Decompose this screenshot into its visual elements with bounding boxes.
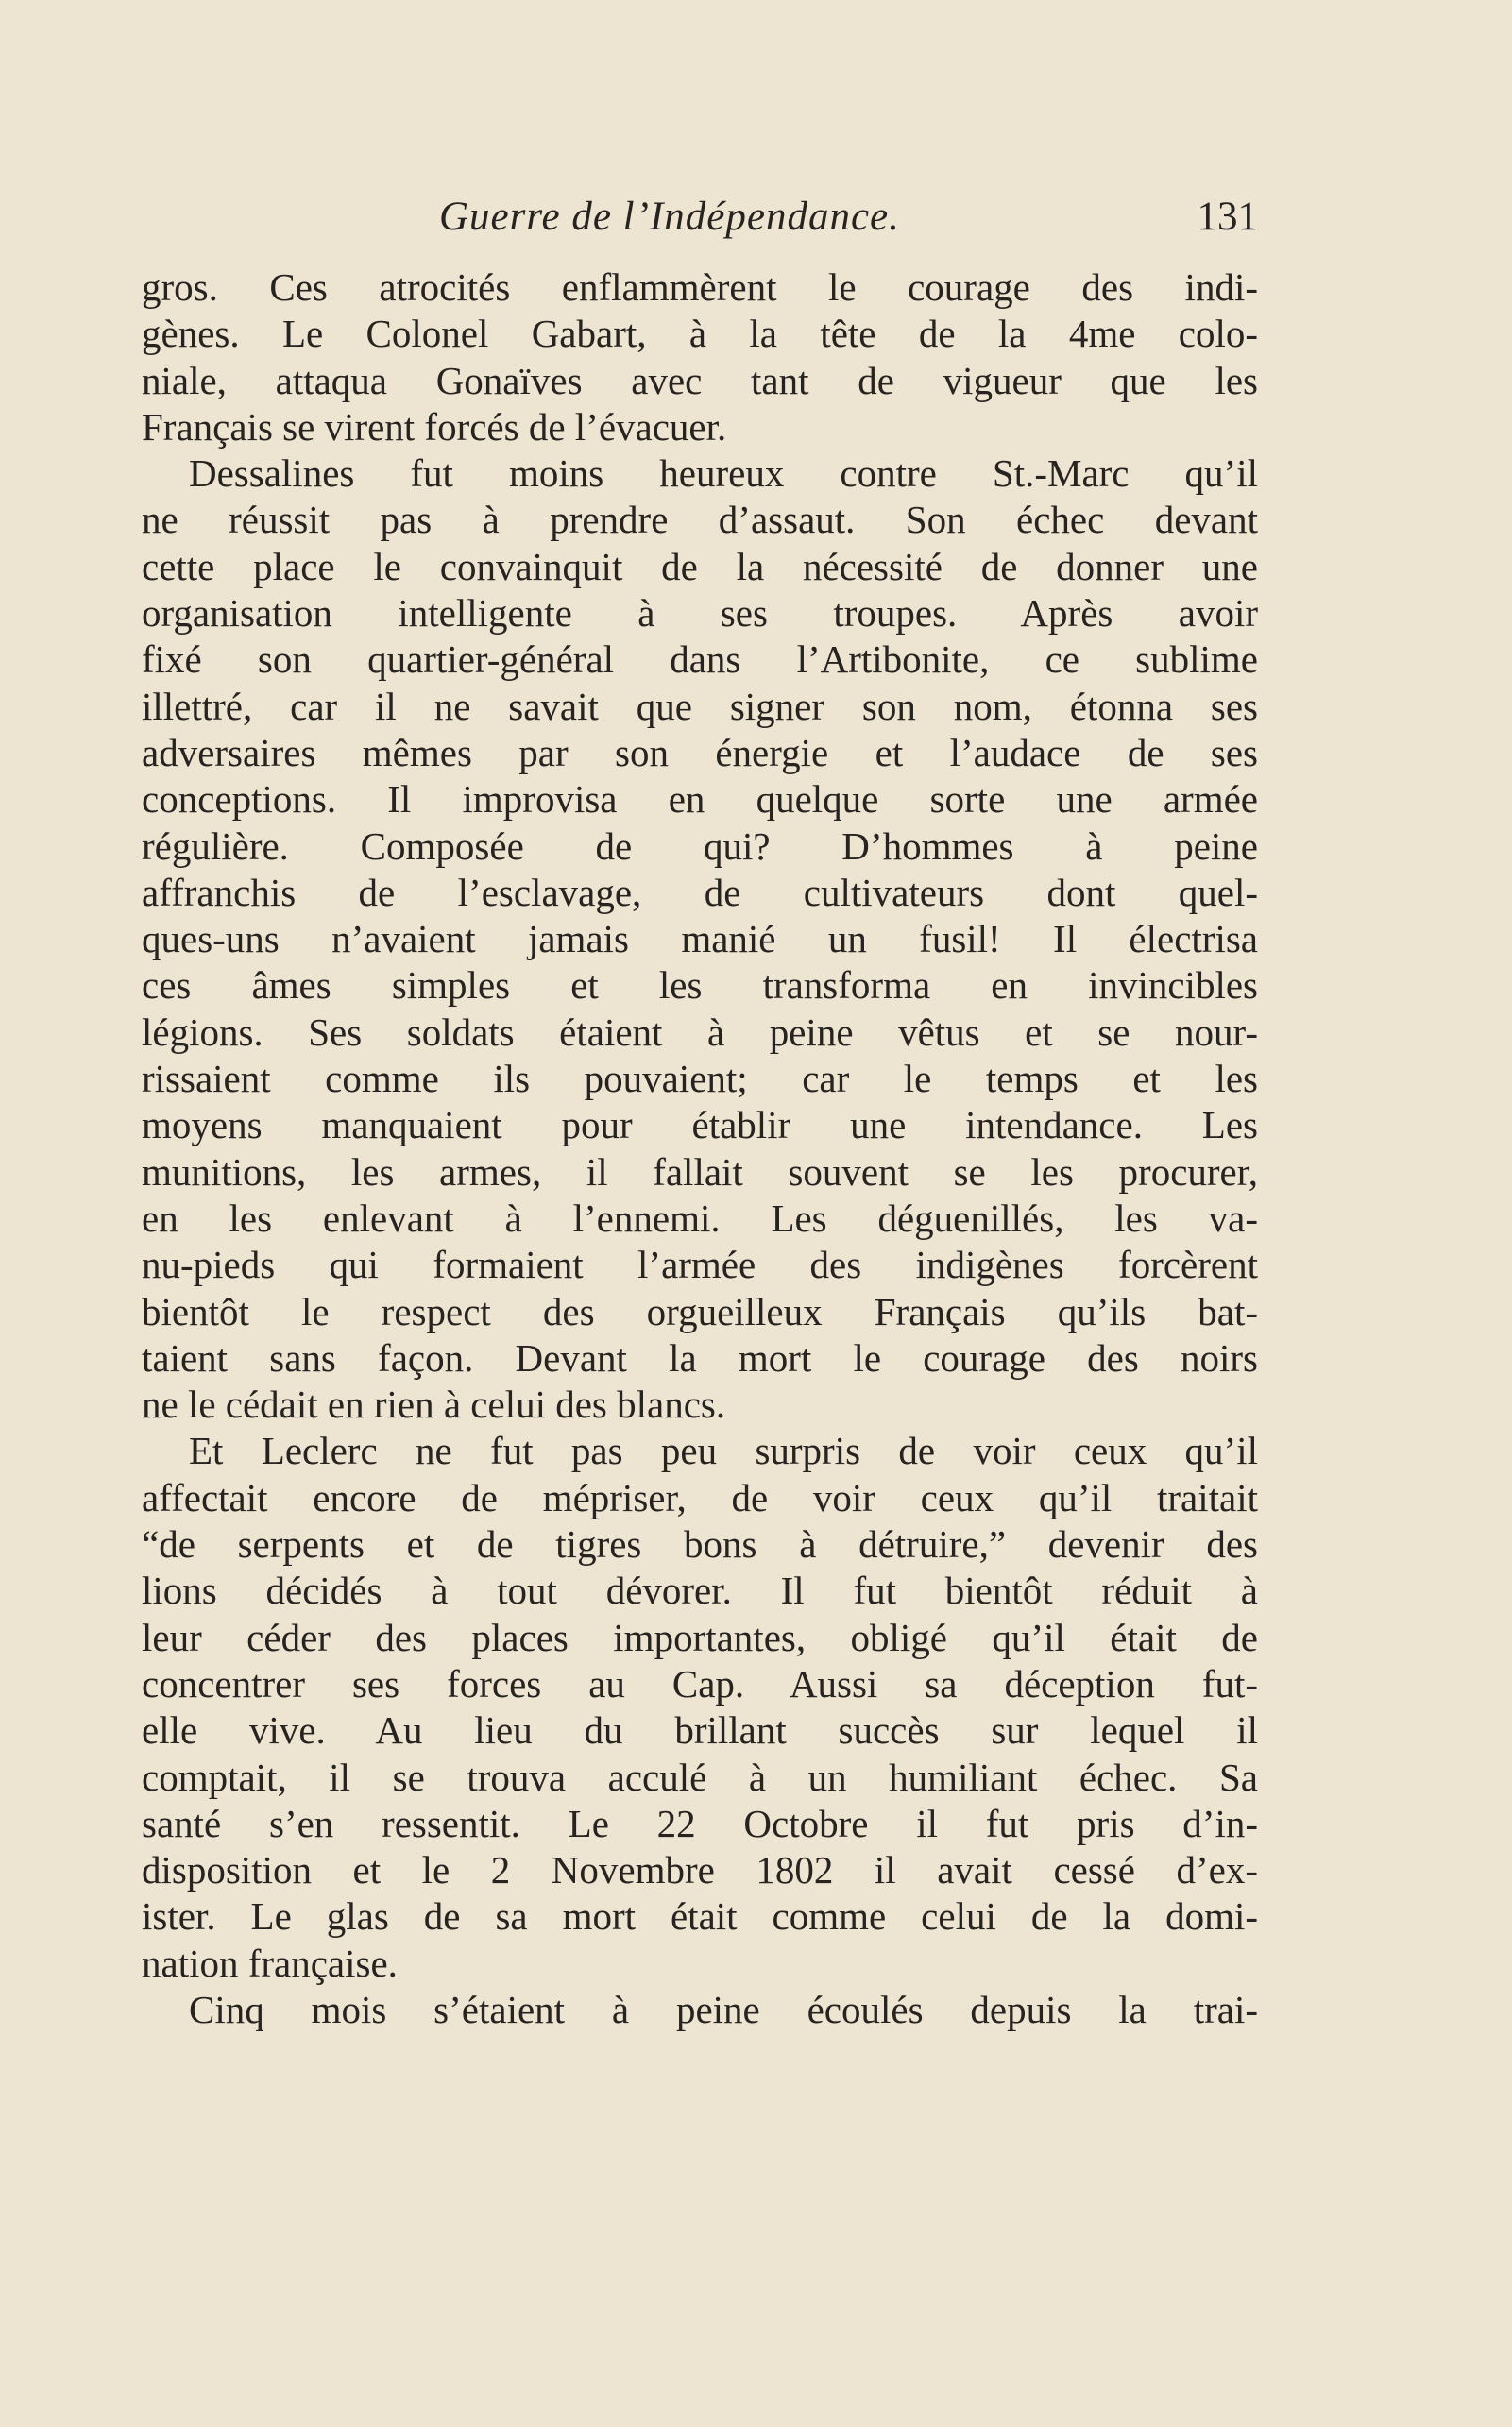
text-line: conceptions. Il improvisa en quelque sorte une armée: [142, 777, 1258, 822]
text-line: Cinq mois s’étaient à peine écoulés depuis la trai-: [189, 1987, 1258, 2031]
text-line: Dessalines fut moins heureux contre St.-Marc qu’il: [189, 451, 1258, 496]
text-line: Français se virent forcés de l’évacuer.: [142, 404, 727, 449]
text-line: ister. Le glas de sa mort était comme celui de la domi-: [142, 1894, 1258, 1939]
text-line: rissaient comme ils pouvaient; car le temps et les: [142, 1057, 1258, 1101]
page-header: [142, 189, 1258, 246]
text-line: taient sans façon. Devant la mort le courage des noirs: [142, 1335, 1258, 1380]
text-line: en les enlevant à l’ennemi. Les déguenillés, les va-: [142, 1196, 1258, 1240]
text-line: affranchis de l’esclavage, de cultivateurs dont quel-: [142, 870, 1258, 914]
text-line: ne réussit pas à prendre d’assaut. Son échec devant: [142, 498, 1258, 542]
text-line: Et Leclerc ne fut pas peu surpris de voir ceux qu’il: [189, 1429, 1258, 1473]
text-line: affectait encore de mépriser, de voir ceux qu’il traitait: [142, 1475, 1258, 1519]
text-line: légions. Ses soldats étaient à peine vêtus et se nour-: [142, 1010, 1258, 1054]
text-line: comptait, il se trouva acculé à un humiliant échec. Sa: [142, 1755, 1258, 1799]
text-line: régulière. Composée de qui? D’hommes à peine: [142, 823, 1258, 868]
text-line: niale, attaqua Gonaïves avec tant de vigueur que les: [142, 358, 1258, 402]
text-line: nu-pieds qui formaient l’armée des indigènes forcèrent: [142, 1243, 1258, 1287]
text-line: ques-uns n’avaient jamais manié un fusil! Il électrisa: [142, 917, 1258, 961]
text-line: nation française.: [142, 1941, 398, 1985]
text-line: ne le cédait en rien à celui des blancs.: [142, 1383, 726, 1427]
text-line: santé s’en ressentit. Le 22 Octobre il fut pris d’in-: [142, 1801, 1258, 1845]
text-line: “de serpents et de tigres bons à détruire,” devenir des: [142, 1522, 1258, 1567]
text-line: lions décidés à tout dévorer. Il fut bientôt réduit à: [142, 1569, 1258, 1613]
text-line: bientôt le respect des orgueilleux Français qu’ils bat-: [142, 1289, 1258, 1333]
text-line: moyens manquaient pour établir une intendance. Les: [142, 1103, 1258, 1147]
text-line: ces âmes simples et les transforma en invincibles: [142, 963, 1258, 1008]
running-title: Guerre de l’Indépendance.: [439, 195, 900, 239]
text-line: concentrer ses forces au Cap. Aussi sa déception fut-: [142, 1661, 1258, 1706]
page-number: 131: [1197, 195, 1258, 239]
text-line: illettré, car il ne savait que signer son nom, étonna ses: [142, 684, 1258, 728]
text-line: gros. Ces atrocités enflammèrent le courage des indi-: [142, 265, 1258, 309]
text-line: cette place le convainquit de la nécessité de donner une: [142, 544, 1258, 588]
body-text: [142, 264, 1258, 2033]
text-line: disposition et le 2 Novembre 1802 il avait cessé d’ex-: [142, 1848, 1258, 1892]
text-line: leur céder des places importantes, obligé qu’il était de: [142, 1615, 1258, 1659]
text-line: organisation intelligente à ses troupes. Après avoir: [142, 591, 1258, 636]
text-line: gènes. Le Colonel Gabart, à la tête de la 4me colo-: [142, 312, 1258, 356]
text-line: elle vive. Au lieu du brillant succès sur lequel il: [142, 1708, 1258, 1753]
text-line: adversaires mêmes par son énergie et l’audace de ses: [142, 730, 1258, 774]
text-line: munitions, les armes, il fallait souvent se les procurer,: [142, 1149, 1258, 1194]
text-line: fixé son quartier-général dans l’Artibonite, ce sublime: [142, 637, 1258, 682]
